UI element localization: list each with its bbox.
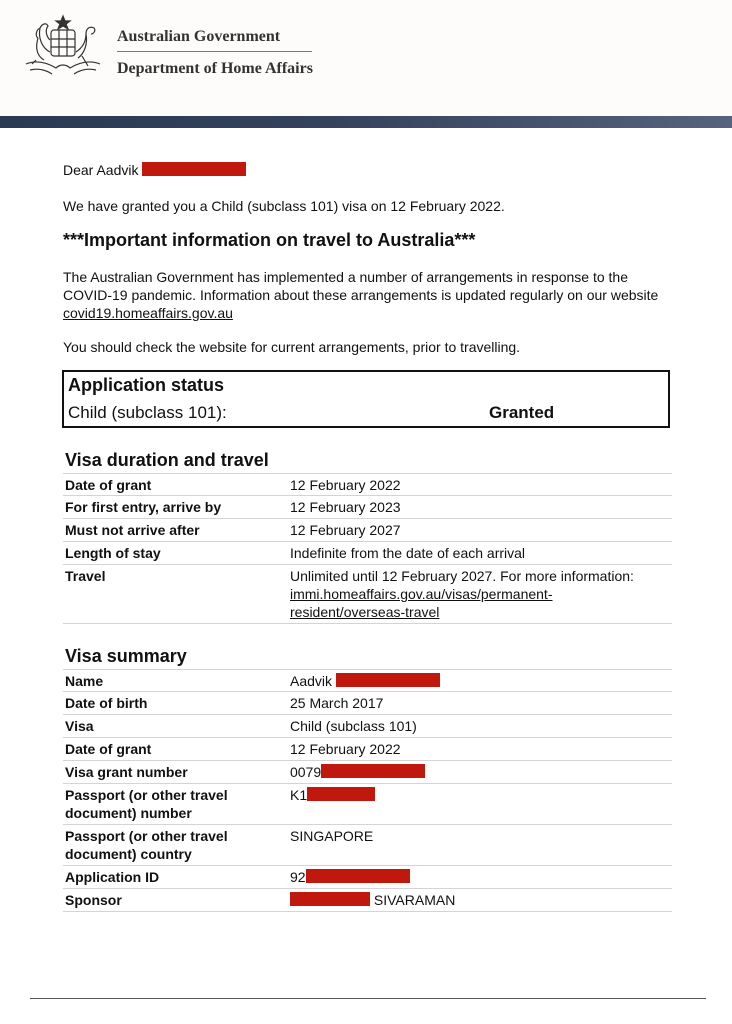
row-value: Child (subclass 101) (290, 718, 417, 734)
row-key: Passport (or other travel document) country (65, 828, 228, 862)
row-key: Visa grant number (65, 764, 188, 780)
row-key: Date of grant (65, 477, 152, 493)
org-name: Australian Government (117, 28, 281, 45)
row-key: Travel (65, 568, 106, 584)
status-label: Child (subclass 101): (68, 403, 227, 422)
overseas-travel-link[interactable]: immi.homeaffairs.gov.au/visas/permanent-resident/overseas-travel (290, 586, 553, 620)
row-key: Sponsor (65, 892, 122, 908)
row-value: 12 February 2022 (290, 741, 401, 757)
duration-table (63, 473, 672, 624)
redacted-sponsor-name (290, 892, 370, 906)
department-name: Department of Home Affairs (117, 60, 313, 77)
row-value: 12 February 2027 (290, 522, 401, 538)
table-row (63, 565, 672, 624)
footer-divider (30, 998, 706, 999)
redacted-passport-number (307, 787, 375, 801)
summary-section-title: Visa summary (65, 646, 187, 666)
redacted-application-id (306, 869, 410, 883)
table-row (63, 473, 672, 496)
row-key: For first entry, arrive by (65, 499, 222, 515)
table-row (63, 519, 672, 542)
table-row (63, 692, 672, 715)
status-value: Granted (489, 403, 555, 422)
row-value: SINGAPORE (290, 828, 374, 844)
redacted-grant-number (321, 764, 425, 778)
row-key: Passport (or other travel document) number (65, 787, 228, 821)
status-title: Application status (68, 375, 225, 395)
row-value: 12 February 2022 (290, 477, 401, 493)
row-key: Application ID (65, 869, 160, 885)
redacted-surname (142, 162, 246, 176)
table-row (63, 669, 672, 692)
row-key: Length of stay (65, 545, 161, 561)
greeting: Dear Aadvik (63, 161, 246, 179)
row-value: K1 (290, 786, 672, 804)
row-key: Visa (65, 718, 94, 734)
table-row (63, 738, 672, 761)
row-key: Date of grant (65, 741, 152, 757)
row-value: Unlimited until 12 February 2027. For more information: immi.homeaffairs.gov.au/visas/permanent-resident/overseas-travel (290, 568, 634, 620)
important-heading: ***Important information on travel to Australia*** (63, 230, 476, 250)
letterhead (0, 0, 732, 116)
row-key: Name (65, 673, 104, 689)
row-key: Must not arrive after (65, 522, 200, 538)
coat-of-arms-icon (16, 12, 110, 78)
summary-table (63, 669, 672, 912)
covid-paragraph: The Australian Government has implemented a number of arrangements in response to the COVID-19 pandemic. Information about these arrangements is updated regularly on our website covid19.homeaffairs.gov.au (63, 269, 659, 321)
table-row (63, 866, 672, 889)
row-value: 0079 (290, 763, 672, 781)
table-row (63, 715, 672, 738)
redacted-surname (336, 673, 440, 687)
row-value: Aadvik (290, 672, 672, 690)
table-row (63, 496, 672, 519)
duration-section-title: Visa duration and travel (65, 450, 269, 470)
grant-statement: We have granted you a Child (subclass 101) visa on 12 February 2022. (63, 198, 505, 214)
table-row (63, 889, 672, 912)
letterhead-divider (117, 51, 312, 52)
row-key: Date of birth (65, 695, 148, 711)
header-band (0, 116, 732, 128)
row-value: SIVARAMAN (290, 891, 672, 909)
application-status-box (62, 370, 670, 428)
check-website-text: You should check the website for current arrangements, prior to travelling. (63, 339, 521, 355)
row-value: 92 (290, 868, 672, 886)
table-row (63, 542, 672, 565)
table-row (63, 825, 672, 866)
table-row (63, 784, 672, 825)
covid-website-link[interactable]: covid19.homeaffairs.gov.au (63, 305, 233, 321)
row-value: Indefinite from the date of each arrival (290, 545, 526, 561)
row-value: 25 March 2017 (290, 695, 384, 711)
table-row (63, 761, 672, 784)
row-value: 12 February 2023 (290, 499, 401, 515)
